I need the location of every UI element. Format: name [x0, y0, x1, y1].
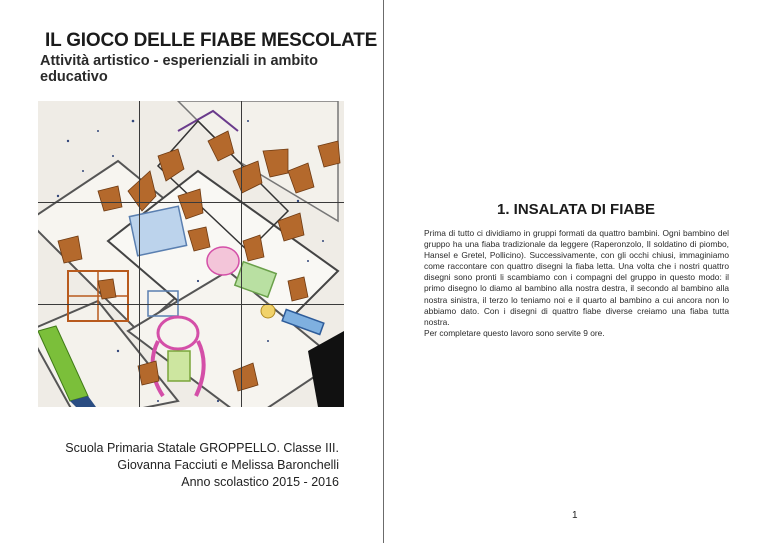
school-year-line: Anno scolastico 2015 - 2016: [181, 475, 339, 489]
grid-line-horizontal-1: [38, 202, 344, 203]
authors-line: Giovanna Facciuti e Melissa Baronchelli: [117, 458, 339, 472]
right-page: [384, 0, 768, 543]
grid-line-horizontal-2: [38, 304, 344, 305]
grid-line-vertical-2: [241, 101, 242, 407]
grid-line-vertical-1: [139, 101, 140, 407]
section-title: 1. INSALATA DI FIABE: [497, 201, 656, 218]
cover-photo-collage: [38, 101, 344, 407]
credits-block: [65, 440, 339, 491]
left-page: [0, 0, 383, 543]
page-title: IL GIOCO DELLE FIABE MESCOLATE: [45, 30, 378, 51]
body-text: [424, 228, 729, 339]
body-paragraph: Prima di tutto ci dividiamo in gruppi formati da quattro bambini. Ogni bambino del gruppo ha una fiaba tradizionale da leggere (Raperonzolo, Il soldatino di piombo, Hansel e Gretel, Pollicino). Successivamente, con gli occhi chiusi, immaginiamo come raccontare con quattro disegni la fiaba letta. Una volta che i nostri quattro disegni sono pronti li scambiamo con i compagni del gruppo in questo modo: il primo disegno lo diamo al bambino alla nostra destra, il secondo al bambino alla nostra sinistra, il terzo lo teniamo noi e il quarto al bambino a cui ancora non lo abbiamo dato. Con i disegni di quattro fiabe diverse creiamo una fiaba tutta nostra.: [424, 228, 729, 327]
drawings-and-pencil-shavings-image: [38, 101, 344, 407]
page-number: 1: [572, 510, 578, 521]
closing-line: Per completare questo lavoro sono servite 9 ore.: [424, 327, 605, 338]
school-line: Scuola Primaria Statale GROPPELLO. Classe III.: [65, 441, 339, 455]
page-subtitle: Attività artistico - esperienziali in ambito educativo: [40, 53, 318, 85]
